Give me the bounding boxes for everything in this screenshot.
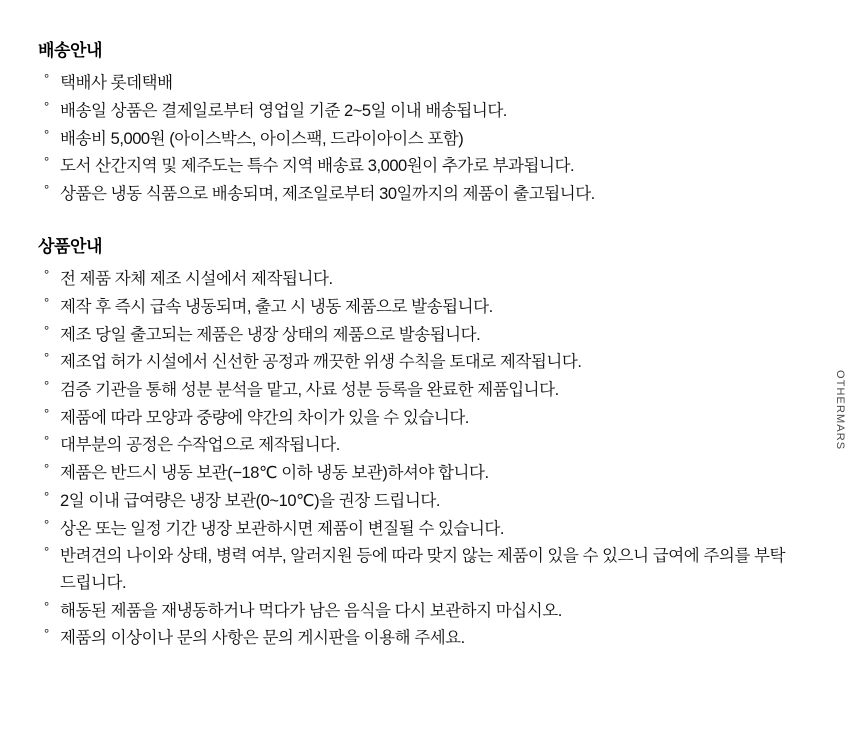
bullet-icon: ° [44, 126, 49, 142]
list-item [38, 516, 798, 543]
product-info-list [38, 266, 798, 652]
list-item-text: 제품은 반드시 냉동 보관(−18℃ 이하 냉동 보관)하셔야 합니다. [60, 464, 489, 483]
bullet-icon: ° [44, 267, 49, 283]
list-item-text: 상온 또는 일정 기간 냉장 보관하시면 제품이 변질될 수 있습니다. [60, 519, 505, 538]
bullet-icon: ° [44, 488, 49, 504]
list-item-text: 택배사 롯데택배 [60, 74, 173, 93]
list-item-text: 제작 후 즉시 급속 냉동되며, 출고 시 냉동 제품으로 발송됩니다. [60, 297, 493, 316]
list-item-text: 대부분의 공정은 수작업으로 제작됩니다. [60, 436, 340, 455]
list-item-text: 반려견의 나이와 상태, 병력 여부, 알러지원 등에 따라 맞지 않는 제품이 있을 수 있으니 급여에 주의를 부탁드립니다. [60, 547, 785, 592]
bullet-icon: ° [44, 181, 49, 197]
product-section-title: 상품안내 [38, 237, 103, 256]
list-item-text: 2일 이내 급여량은 냉장 보관(0~10℃)을 권장 드립니다. [60, 491, 441, 510]
bullet-icon: ° [44, 294, 49, 310]
list-item [38, 432, 798, 459]
list-item [38, 181, 798, 208]
list-item [38, 70, 798, 97]
list-item-text: 제조업 허가 시설에서 신선한 공정과 깨끗한 위생 수칙을 토대로 제작됩니다. [60, 353, 582, 372]
list-item [38, 625, 798, 652]
list-item-text: 해동된 제품을 재냉동하거나 먹다가 남은 음식을 다시 보관하지 마십시오. [60, 601, 562, 620]
list-item-text: 전 제품 자체 제조 시설에서 제작됩니다. [60, 270, 333, 289]
list-item-text: 도서 산간지역 및 제주도는 특수 지역 배송료 3,000원이 추가로 부과됩니다. [60, 157, 575, 176]
list-item [38, 153, 798, 180]
list-item [38, 488, 798, 515]
bullet-icon: ° [44, 544, 49, 560]
bullet-icon: ° [44, 516, 49, 532]
list-item-text: 제조 당일 출고되는 제품은 냉장 상태의 제품으로 발송됩니다. [60, 325, 481, 344]
bullet-icon: ° [44, 98, 49, 114]
list-item [38, 543, 798, 596]
list-item [38, 294, 798, 321]
list-item [38, 598, 798, 625]
product-info-section [38, 236, 798, 653]
bullet-icon: ° [44, 377, 49, 393]
list-item [38, 266, 798, 293]
bullet-icon: ° [44, 405, 49, 421]
list-item [38, 349, 798, 376]
list-item-text: 배송일 상품은 결제일로부터 영업일 기준 2~5일 이내 배송됩니다. [60, 101, 507, 120]
bullet-icon: ° [44, 461, 49, 477]
shipping-info-list [38, 70, 798, 208]
bullet-icon: ° [44, 598, 49, 614]
watermark-brand: OTHERMARS [834, 370, 846, 451]
list-item-text: 검증 기관을 통해 성분 분석을 맡고, 사료 성분 등록을 완료한 제품입니다. [60, 380, 559, 399]
list-item [38, 405, 798, 432]
bullet-icon: ° [44, 350, 49, 366]
list-item-text: 제품의 이상이나 문의 사항은 문의 게시판을 이용해 주세요. [60, 629, 465, 648]
bullet-icon: ° [44, 626, 49, 642]
bullet-icon: ° [44, 154, 49, 170]
list-item-text: 제품에 따라 모양과 중량에 약간의 차이가 있을 수 있습니다. [60, 408, 469, 427]
list-item [38, 98, 798, 125]
list-item-text: 배송비 5,000원 (아이스박스, 아이스팩, 드라이아이스 포함) [60, 129, 464, 148]
bullet-icon: ° [44, 71, 49, 87]
list-item [38, 126, 798, 153]
list-item-text: 상품은 냉동 식품으로 배송되며, 제조일로부터 30일까지의 제품이 출고됩니다. [60, 184, 595, 203]
shipping-info-section [38, 40, 798, 209]
list-item [38, 460, 798, 487]
list-item [38, 322, 798, 349]
shipping-section-title: 배송안내 [38, 41, 103, 60]
bullet-icon: ° [44, 322, 49, 338]
bullet-icon: ° [44, 433, 49, 449]
list-item [38, 377, 798, 404]
